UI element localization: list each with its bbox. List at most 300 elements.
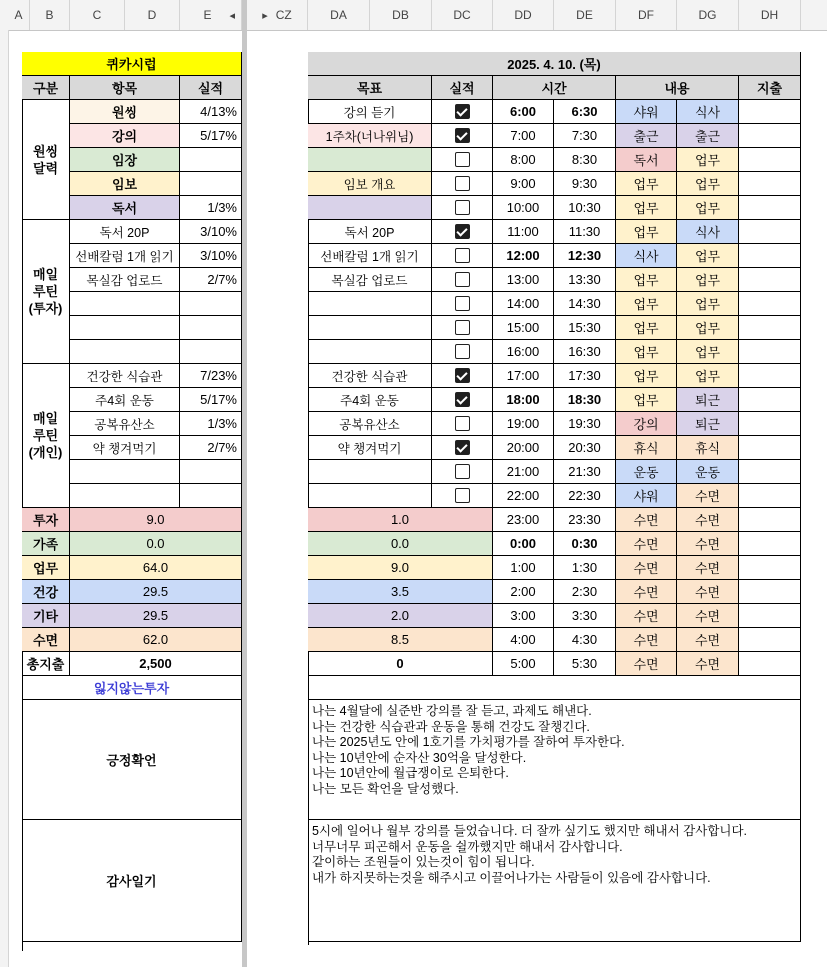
goal-cell[interactable]	[308, 124, 432, 148]
checkbox-unchecked[interactable]	[455, 344, 470, 359]
item-cell[interactable]	[70, 124, 180, 148]
activity-cell-text: 업무	[633, 297, 659, 312]
checkbox-unchecked[interactable]	[455, 296, 470, 311]
time-half-cell[interactable]	[554, 124, 616, 148]
checkbox-unchecked[interactable]	[455, 152, 470, 167]
affirmation-label[interactable]	[22, 700, 242, 820]
affirmation-label-text: 긍정확언	[106, 753, 157, 768]
activity-cell[interactable]	[677, 196, 739, 220]
activity-cell[interactable]	[616, 292, 677, 316]
activity-cell[interactable]	[616, 124, 677, 148]
activity-cell[interactable]	[616, 268, 677, 292]
activity-cell[interactable]	[677, 460, 739, 484]
activity-cell[interactable]	[677, 508, 739, 532]
item-cell-text: 주4회 운동	[95, 393, 154, 408]
activity-cell[interactable]	[616, 412, 677, 436]
checkbox-checked[interactable]	[455, 392, 470, 407]
goal-cell[interactable]	[308, 244, 432, 268]
total-value[interactable]	[70, 508, 242, 532]
goal-cell[interactable]	[308, 292, 432, 316]
expense-cell[interactable]	[739, 244, 801, 268]
total-label[interactable]	[22, 604, 70, 628]
checkbox-unchecked[interactable]	[455, 416, 470, 431]
activity-cell-text: 강의	[633, 417, 659, 432]
time-start-cell[interactable]	[493, 244, 554, 268]
result-cell[interactable]	[180, 292, 242, 316]
category-total-cell-text: 9.0	[390, 560, 410, 575]
time-start-cell[interactable]	[493, 148, 554, 172]
column-header-A[interactable]	[8, 0, 30, 30]
activity-cell[interactable]	[616, 172, 677, 196]
time-half-cell[interactable]	[554, 268, 616, 292]
item-cell[interactable]	[70, 268, 180, 292]
done-checkbox-cell[interactable]	[432, 460, 493, 484]
item-cell[interactable]	[70, 316, 180, 340]
activity-cell[interactable]	[677, 340, 739, 364]
checkbox-checked[interactable]	[455, 104, 470, 119]
activity-cell[interactable]	[616, 388, 677, 412]
activity-cell[interactable]	[616, 148, 677, 172]
result-cell[interactable]	[180, 244, 242, 268]
category-total-cell-text: 0	[396, 656, 404, 671]
expense-cell[interactable]	[739, 196, 801, 220]
column-header-D[interactable]	[125, 0, 180, 30]
activity-cell[interactable]	[677, 556, 739, 580]
activity-cell[interactable]	[677, 532, 739, 556]
time-start-cell[interactable]	[493, 484, 554, 508]
row-number-strip	[0, 30, 9, 967]
header-item[interactable]	[70, 76, 180, 100]
activity-cell[interactable]	[616, 628, 677, 652]
activity-cell[interactable]	[677, 484, 739, 508]
time-half-cell[interactable]	[554, 436, 616, 460]
motto-cell[interactable]	[22, 676, 242, 700]
activity-cell[interactable]	[677, 124, 739, 148]
column-header-label: C	[92, 8, 102, 22]
affirmation-text[interactable]	[308, 700, 801, 820]
done-checkbox-cell[interactable]	[432, 196, 493, 220]
activity-cell[interactable]	[677, 220, 739, 244]
activity-cell[interactable]	[677, 148, 739, 172]
activity-cell[interactable]	[616, 508, 677, 532]
column-header-label: DA	[330, 8, 347, 22]
item-cell-text: 독서	[111, 201, 138, 216]
column-header-CZ[interactable]	[247, 0, 308, 30]
activity-cell[interactable]	[616, 436, 677, 460]
expense-cell[interactable]	[739, 628, 801, 652]
result-cell[interactable]	[180, 124, 242, 148]
time-start-cell[interactable]	[493, 604, 554, 628]
activity-cell[interactable]	[677, 604, 739, 628]
frozen-pane-divider[interactable]	[242, 0, 247, 967]
time-start-cell[interactable]	[493, 364, 554, 388]
time-start-cell[interactable]	[493, 532, 554, 556]
goal-cell[interactable]	[308, 340, 432, 364]
expense-cell[interactable]	[739, 508, 801, 532]
total-value[interactable]	[70, 580, 242, 604]
goal-cell[interactable]	[308, 172, 432, 196]
result-cell[interactable]	[180, 436, 242, 460]
category-total-cell[interactable]	[308, 652, 493, 676]
done-checkbox-cell[interactable]	[432, 220, 493, 244]
time-start-cell[interactable]	[493, 508, 554, 532]
header-result[interactable]	[180, 76, 242, 100]
activity-cell-text: 업무	[633, 321, 659, 336]
time-half-cell[interactable]	[554, 484, 616, 508]
expense-cell[interactable]	[739, 556, 801, 580]
header-time[interactable]	[493, 76, 616, 100]
time-half-cell-text: 5:30	[571, 656, 598, 671]
column-header-DD[interactable]	[493, 0, 554, 30]
expense-cell[interactable]	[739, 268, 801, 292]
activity-cell[interactable]	[616, 580, 677, 604]
group-daily-routine-personal[interactable]	[22, 364, 70, 508]
expand-right-icon[interactable]: ▸	[262, 9, 268, 22]
checkbox-checked[interactable]	[455, 368, 470, 383]
category-total-cell[interactable]	[308, 556, 493, 580]
time-start-cell[interactable]	[493, 268, 554, 292]
activity-cell[interactable]	[616, 556, 677, 580]
time-start-cell[interactable]	[493, 220, 554, 244]
time-half-cell[interactable]	[554, 292, 616, 316]
done-checkbox-cell[interactable]	[432, 364, 493, 388]
time-half-cell[interactable]	[554, 340, 616, 364]
checkbox-unchecked[interactable]	[455, 248, 470, 263]
done-checkbox-cell[interactable]	[432, 388, 493, 412]
item-cell[interactable]	[70, 460, 180, 484]
time-start-cell-text: 11:00	[507, 224, 539, 239]
item-cell-text: 임장	[111, 153, 138, 168]
activity-cell[interactable]	[677, 628, 739, 652]
group-oneThing-calendar[interactable]	[22, 100, 70, 220]
header-done[interactable]	[432, 76, 493, 100]
activity-cell-text: 수면	[633, 561, 659, 576]
total-label[interactable]	[22, 580, 70, 604]
expense-cell[interactable]	[739, 220, 801, 244]
time-half-cell[interactable]	[554, 220, 616, 244]
total-value-text: 29.5	[142, 584, 169, 599]
time-start-cell[interactable]	[493, 292, 554, 316]
item-cell[interactable]	[70, 220, 180, 244]
column-header-DA[interactable]	[308, 0, 370, 30]
total-value[interactable]	[70, 604, 242, 628]
activity-cell-text: 샤워	[633, 105, 659, 120]
activity-cell-text: 수면	[633, 633, 659, 648]
header-goal[interactable]	[308, 76, 432, 100]
activity-cell[interactable]	[616, 652, 677, 676]
time-start-cell[interactable]	[493, 580, 554, 604]
time-half-cell-text: 7:30	[571, 128, 598, 143]
column-header-DB[interactable]	[370, 0, 432, 30]
total-label[interactable]	[22, 508, 70, 532]
time-start-cell[interactable]	[493, 172, 554, 196]
category-total-cell[interactable]	[308, 508, 493, 532]
done-checkbox-cell[interactable]	[432, 244, 493, 268]
result-cell[interactable]	[180, 412, 242, 436]
time-half-cell[interactable]	[554, 412, 616, 436]
time-half-cell[interactable]	[554, 532, 616, 556]
time-start-cell-text: 0:00	[509, 536, 537, 551]
activity-cell-text: 업무	[633, 225, 659, 240]
goal-cell[interactable]	[308, 484, 432, 508]
activity-cell[interactable]	[677, 100, 739, 124]
done-checkbox-cell[interactable]	[432, 124, 493, 148]
expense-cell[interactable]	[739, 436, 801, 460]
result-cell[interactable]	[180, 340, 242, 364]
item-cell[interactable]	[70, 484, 180, 508]
header-category[interactable]	[22, 76, 70, 100]
affirmation-line: 나는 건강한 식습관과 운동을 통해 건강도 잘챙긴다.	[312, 719, 590, 734]
time-start-cell[interactable]	[493, 388, 554, 412]
header-content[interactable]	[616, 76, 739, 100]
result-cell[interactable]	[180, 220, 242, 244]
goal-cell[interactable]	[308, 364, 432, 388]
item-cell[interactable]	[70, 196, 180, 220]
activity-cell[interactable]	[616, 460, 677, 484]
result-cell[interactable]	[180, 172, 242, 196]
item-cell[interactable]	[70, 244, 180, 268]
category-total-cell[interactable]	[308, 604, 493, 628]
activity-cell[interactable]	[616, 244, 677, 268]
column-header-C[interactable]	[70, 0, 125, 30]
checkbox-checked[interactable]	[455, 440, 470, 455]
goal-cell[interactable]	[308, 196, 432, 220]
activity-cell[interactable]	[616, 100, 677, 124]
item-cell[interactable]	[70, 364, 180, 388]
activity-cell-text: 업무	[633, 273, 659, 288]
time-half-cell[interactable]	[554, 460, 616, 484]
gratitude-label[interactable]	[22, 820, 242, 942]
expense-cell[interactable]	[739, 604, 801, 628]
result-cell[interactable]	[180, 268, 242, 292]
goal-cell[interactable]	[308, 100, 432, 124]
done-checkbox-cell[interactable]	[432, 100, 493, 124]
total-value[interactable]	[70, 628, 242, 652]
done-checkbox-cell[interactable]	[432, 436, 493, 460]
expense-cell[interactable]	[739, 460, 801, 484]
group-daily-routine-invest-text: 매일 루틴 (투자)	[28, 267, 63, 316]
expense-cell[interactable]	[739, 292, 801, 316]
activity-cell[interactable]	[677, 244, 739, 268]
activity-cell-text: 수면	[694, 657, 721, 672]
activity-cell[interactable]	[616, 220, 677, 244]
activity-cell[interactable]	[616, 484, 677, 508]
time-start-cell[interactable]	[493, 652, 554, 676]
done-checkbox-cell[interactable]	[432, 484, 493, 508]
checkbox-unchecked[interactable]	[455, 320, 470, 335]
expense-cell[interactable]	[739, 484, 801, 508]
expense-cell[interactable]	[739, 148, 801, 172]
total-label[interactable]	[22, 556, 70, 580]
time-half-cell-text: 13:30	[568, 272, 601, 287]
column-header-B[interactable]	[30, 0, 70, 30]
activity-cell[interactable]	[616, 316, 677, 340]
expense-cell[interactable]	[739, 316, 801, 340]
result-cell[interactable]	[180, 460, 242, 484]
time-start-cell[interactable]	[493, 196, 554, 220]
checkbox-checked[interactable]	[455, 224, 470, 239]
expense-cell[interactable]	[739, 652, 801, 676]
activity-cell[interactable]	[677, 172, 739, 196]
activity-cell-text: 수면	[694, 609, 721, 624]
time-start-cell[interactable]	[493, 100, 554, 124]
header-expense[interactable]	[739, 76, 801, 100]
activity-cell[interactable]	[616, 604, 677, 628]
category-total-cell[interactable]	[308, 628, 493, 652]
total-label[interactable]	[22, 532, 70, 556]
time-start-cell[interactable]	[493, 412, 554, 436]
checkbox-unchecked[interactable]	[455, 176, 470, 191]
expense-cell[interactable]	[739, 580, 801, 604]
expense-cell[interactable]	[739, 532, 801, 556]
result-cell-text: 4/13%	[200, 104, 237, 119]
blank-row[interactable]	[308, 676, 801, 700]
expense-cell[interactable]	[739, 340, 801, 364]
activity-cell[interactable]	[677, 388, 739, 412]
column-header-DF[interactable]	[616, 0, 677, 30]
done-checkbox-cell[interactable]	[432, 340, 493, 364]
item-cell[interactable]	[70, 388, 180, 412]
checkbox-checked[interactable]	[455, 128, 470, 143]
item-cell[interactable]	[70, 436, 180, 460]
item-cell-text: 원씽	[111, 105, 138, 120]
checkbox-unchecked[interactable]	[455, 200, 470, 215]
done-checkbox-cell[interactable]	[432, 292, 493, 316]
activity-cell[interactable]	[677, 436, 739, 460]
time-half-cell[interactable]	[554, 244, 616, 268]
result-cell[interactable]	[180, 484, 242, 508]
expense-label[interactable]	[22, 652, 70, 676]
total-value[interactable]	[70, 556, 242, 580]
goal-cell-text: 선배칼럼 1개 읽기	[320, 249, 419, 264]
done-checkbox-cell[interactable]	[432, 268, 493, 292]
time-half-cell[interactable]	[554, 364, 616, 388]
activity-cell[interactable]	[677, 364, 739, 388]
time-half-cell[interactable]	[554, 148, 616, 172]
checkbox-unchecked[interactable]	[455, 464, 470, 479]
activity-cell[interactable]	[616, 196, 677, 220]
goal-cell[interactable]	[308, 388, 432, 412]
gratitude-text[interactable]	[308, 820, 801, 942]
checkbox-unchecked[interactable]	[455, 272, 470, 287]
time-half-cell[interactable]	[554, 604, 616, 628]
activity-cell[interactable]	[616, 364, 677, 388]
result-cell[interactable]	[180, 364, 242, 388]
expense-cell[interactable]	[739, 100, 801, 124]
item-cell[interactable]	[70, 172, 180, 196]
expense-value[interactable]	[70, 652, 242, 676]
activity-cell[interactable]	[677, 652, 739, 676]
result-cell[interactable]	[180, 148, 242, 172]
goal-cell[interactable]	[308, 460, 432, 484]
done-checkbox-cell[interactable]	[432, 316, 493, 340]
total-value[interactable]	[70, 532, 242, 556]
done-checkbox-cell[interactable]	[432, 172, 493, 196]
goal-cell[interactable]	[308, 316, 432, 340]
goal-cell[interactable]	[308, 220, 432, 244]
time-half-cell[interactable]	[554, 652, 616, 676]
total-label[interactable]	[22, 628, 70, 652]
time-half-cell[interactable]	[554, 100, 616, 124]
activity-cell[interactable]	[677, 292, 739, 316]
result-cell[interactable]	[180, 388, 242, 412]
activity-cell[interactable]	[677, 316, 739, 340]
column-header-label: D	[147, 8, 157, 22]
category-total-cell[interactable]	[308, 532, 493, 556]
result-cell[interactable]	[180, 196, 242, 220]
activity-cell-text: 퇴근	[694, 417, 721, 432]
time-half-cell[interactable]	[554, 556, 616, 580]
result-cell[interactable]	[180, 316, 242, 340]
time-half-cell[interactable]	[554, 196, 616, 220]
goal-cell[interactable]	[308, 268, 432, 292]
activity-cell[interactable]	[677, 412, 739, 436]
group-daily-routine-invest[interactable]	[22, 220, 70, 364]
expense-cell[interactable]	[739, 124, 801, 148]
item-cell[interactable]	[70, 100, 180, 124]
expense-cell[interactable]	[739, 388, 801, 412]
activity-cell[interactable]	[677, 268, 739, 292]
column-header-DC[interactable]	[432, 0, 493, 30]
item-cell[interactable]	[70, 412, 180, 436]
time-start-cell[interactable]	[493, 436, 554, 460]
time-start-cell[interactable]	[493, 316, 554, 340]
activity-cell[interactable]	[616, 340, 677, 364]
result-cell[interactable]	[180, 100, 242, 124]
item-cell[interactable]	[70, 292, 180, 316]
time-half-cell[interactable]	[554, 316, 616, 340]
collapse-left-icon[interactable]: ◂	[229, 9, 235, 22]
activity-cell[interactable]	[616, 532, 677, 556]
time-start-cell[interactable]	[493, 628, 554, 652]
goal-cell[interactable]	[308, 436, 432, 460]
time-start-cell[interactable]	[493, 460, 554, 484]
column-header-DG[interactable]	[677, 0, 739, 30]
time-half-cell-text: 10:30	[568, 200, 601, 215]
checkbox-unchecked[interactable]	[455, 488, 470, 503]
column-header-E[interactable]	[180, 0, 242, 30]
expense-cell[interactable]	[739, 412, 801, 436]
time-half-cell[interactable]	[554, 172, 616, 196]
activity-cell[interactable]	[677, 580, 739, 604]
category-total-cell[interactable]	[308, 580, 493, 604]
expense-cell[interactable]	[739, 172, 801, 196]
time-start-cell-text: 16:00	[506, 344, 540, 359]
date-title[interactable]	[308, 52, 801, 76]
goal-cell[interactable]	[308, 412, 432, 436]
title-cell[interactable]	[22, 52, 242, 76]
activity-cell-text: 업무	[694, 369, 721, 384]
item-cell[interactable]	[70, 340, 180, 364]
time-start-cell[interactable]	[493, 340, 554, 364]
activity-cell-text: 수면	[694, 585, 721, 600]
time-half-cell[interactable]	[554, 628, 616, 652]
expense-cell[interactable]	[739, 364, 801, 388]
time-half-cell-text: 6:30	[571, 104, 598, 119]
time-start-cell[interactable]	[493, 124, 554, 148]
item-cell-text: 독서 20P	[99, 225, 150, 240]
time-half-cell[interactable]	[554, 508, 616, 532]
time-half-cell[interactable]	[554, 388, 616, 412]
done-checkbox-cell[interactable]	[432, 148, 493, 172]
time-half-cell[interactable]	[554, 580, 616, 604]
time-start-cell[interactable]	[493, 556, 554, 580]
done-checkbox-cell[interactable]	[432, 412, 493, 436]
item-cell[interactable]	[70, 148, 180, 172]
goal-cell[interactable]	[308, 148, 432, 172]
column-header-DE[interactable]	[554, 0, 616, 30]
column-header-DH[interactable]	[739, 0, 801, 30]
